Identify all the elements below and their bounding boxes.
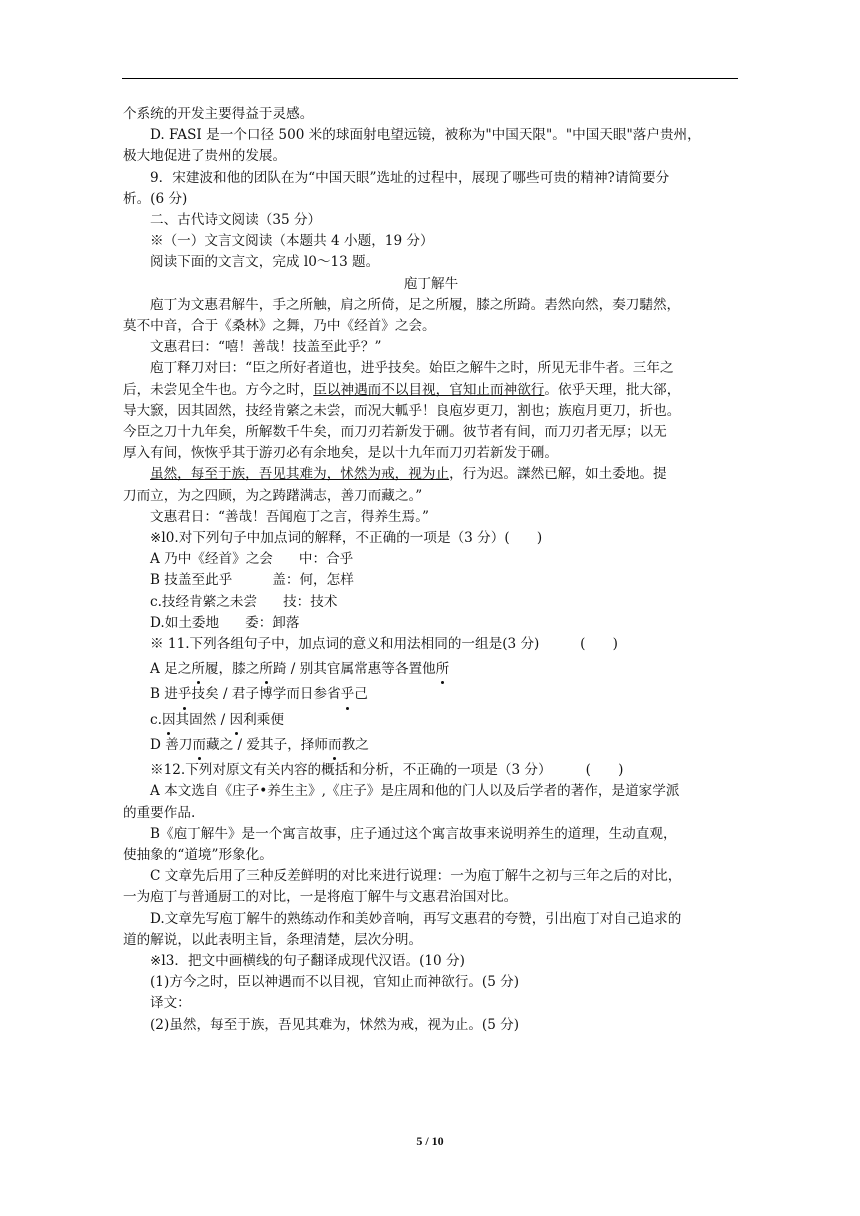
text-span: 后，未尝见全牛也。方今之时， (123, 381, 314, 398)
option-c: C 文章先后用了三种反差鲜明的对比来进行说理：一为庖丁解牛之初与三年之后的对比， (150, 868, 682, 885)
document-body (123, 104, 739, 1036)
option-d (123, 735, 739, 756)
passage-line: 莫不中音，合于《桑林》之舞，乃中《经首》之会。 (123, 318, 436, 335)
question-9: 9．宋建波和他的团队在为“中国天眼”选址的过程中，展现了哪些可贵的精神?请简要分 (150, 169, 670, 186)
subsection-heading: ※（一）文言文阅读（本题共 4 小题，19 分） (150, 233, 434, 250)
underlined-sentence-1: 臣以神遇而不以目视，官知止而神欲行 (313, 381, 545, 398)
passage-line (123, 380, 739, 401)
passage-line: 导大窾，因其固然，技经肯綮之未尝，而况大軱乎！良庖岁更刀，割也；族庖月更刀，折也。 (123, 402, 681, 419)
passage-line: 文惠君日：“善哉！吾闻庖丁之言，得养生焉。” (150, 508, 429, 525)
dotted-word: 因 (230, 710, 244, 731)
passage-title: 庖丁解牛 (403, 275, 459, 292)
text-span: 教之 (341, 736, 369, 753)
question-13-part-1: (1)方今之时，臣以神遇而不以目视，官知止而神欲行。(5 分) (150, 974, 520, 991)
question-13-part-2: (2)虽然，每至于族，吾见其难为，怵然为戒，视为止。(5 分) (150, 1016, 520, 1033)
dotted-word: 而 (192, 735, 206, 756)
dotted-word: 乎 (178, 684, 192, 705)
option-c (123, 592, 739, 613)
text-span: 己 (354, 686, 368, 703)
section-heading: 二、古代诗文阅读（35 分） (150, 212, 322, 229)
header-rule (122, 78, 738, 79)
text-span: ，行为迟。謋然已解，如土委地。提 (449, 466, 667, 483)
option-a (123, 549, 739, 570)
option-b (123, 570, 739, 591)
passage-line (123, 464, 739, 485)
passage-line: 厚入有间，恢恢乎其于游刃必有余地矣，是以十九年而刀刃若新发于硎。 (123, 445, 558, 462)
text-span: 利乘便 (243, 711, 284, 728)
option-gloss: 技：技术 (283, 593, 338, 610)
option-text: D.如土委地 (150, 614, 220, 631)
text-line: 个系统的开发主要得益于灵感。 (123, 106, 314, 122)
option-d-line: D. FASI 是一个口径 500 米的球面射电望远镜，被称为"中国天限"。"中国天眼"落户贵州， (150, 127, 701, 144)
option-gloss: 盖：何，怎样 (272, 572, 354, 589)
option-d-cont: 道的解说，以此表明主旨，条理清楚，层次分明。 (123, 931, 423, 948)
text-span: 。依乎天理，批大郤， (544, 381, 681, 398)
text-span: 技矣 / 君子博学而日参省 (191, 686, 341, 703)
option-b (123, 684, 739, 705)
option-text: A 乃中《经首》之会 (150, 551, 273, 568)
underlined-sentence-2: 虽然，每至于族，吾见其难为，怵然为戒，视为止 (150, 466, 450, 483)
option-b-cont: 使抽象的“道境”形象化。 (123, 846, 273, 863)
question-12: ※12.下列对原文有关内容的概括和分析，不正确的一项是（3 分） ( ) (150, 762, 624, 779)
dotted-word: 乎 (341, 684, 355, 705)
dotted-word: 因 (162, 710, 176, 731)
option-text: B 技盖至此乎 (150, 572, 233, 589)
passage-line: 刀而立，为之四顾，为之踌躇满志，善刀而藏之。” (123, 487, 423, 504)
text-line: 极大地促进了贵州的发展。 (123, 148, 287, 165)
text-span: 藏之 / 爱其子，择师 (206, 736, 328, 753)
passage-line: 庖丁释刀对曰：“臣之所好者道也，进乎技矣。始臣之解牛之时，所见无非牛者。三年之 (150, 360, 674, 377)
text-span: A 足之 (150, 661, 192, 678)
option-a (123, 659, 739, 680)
passage-line: 庖丁为文惠君解牛，手之所触，肩之所倚，足之所履，膝之所踦。砉然向然，奏刀騞然， (150, 296, 681, 313)
text-span: D 善刀 (150, 736, 193, 753)
option-c (123, 710, 739, 731)
option-a-cont: 的重要作品. (123, 804, 196, 821)
option-d: D.文章先写庖丁解牛的熟练动作和美妙音响，再写文惠君的夸赞，引出庖丁对自己追求的 (150, 910, 682, 927)
text-span: c. (150, 711, 162, 728)
question-9-cont: 析。(6 分) (123, 190, 188, 207)
passage-line: 文惠君曰：“嘻！善哉！技盖至此乎？” (150, 339, 382, 356)
text-span: 其固然 / (175, 711, 230, 728)
dotted-word: 而 (328, 735, 342, 756)
option-gloss: 委：卸落 (245, 614, 300, 631)
question-13: ※l3．把文中画横线的句子翻译成现代汉语。(10 分) (150, 952, 465, 969)
option-c-cont: 一为庖丁与普通厨工的对比，一是将庖丁解牛与文惠君治国对比。 (123, 889, 518, 906)
option-gloss: 中：合乎 (298, 551, 354, 568)
translation-label: 译文： (150, 995, 191, 1012)
passage-line: 今臣之刀十九年矣，所解数千牛矣，而刀刃若新发于硎。彼节者有间，而刀刃者无厚；以无 (123, 424, 667, 441)
question-11: ※ 11.下列各组句子中，加点词的意义和用法相同的一组是(3 分) ( ) (150, 636, 618, 653)
page-number: 5 / 10 (416, 1134, 444, 1148)
text-span: B 进 (150, 686, 178, 703)
question-10: ※l0.对下列句子中加点词的解释，不正确的一项是（3 分）( ) (150, 530, 543, 547)
option-d (123, 613, 739, 634)
dotted-word: 所 (259, 659, 273, 680)
text-span: 踦 / 别其官属常惠等各置他 (272, 661, 436, 678)
option-b: B《庖丁解牛》是一个寓言故事，庄子通过这个寓言故事来说明养生的道理，生动直观， (150, 825, 677, 842)
instruction: 阅读下面的文言文，完成 l0～13 题。 (150, 254, 380, 271)
text-span: 履，膝之 (204, 661, 260, 678)
dotted-word: 所 (191, 659, 205, 680)
option-text: c.技经肯綮之未尝 (150, 593, 258, 610)
dotted-word: 所 (436, 659, 450, 680)
option-a: A 本文选自《庄子•养生主》,《庄子》是庄周和他的门人以及后学者的著作，是道家学派 (150, 783, 680, 800)
